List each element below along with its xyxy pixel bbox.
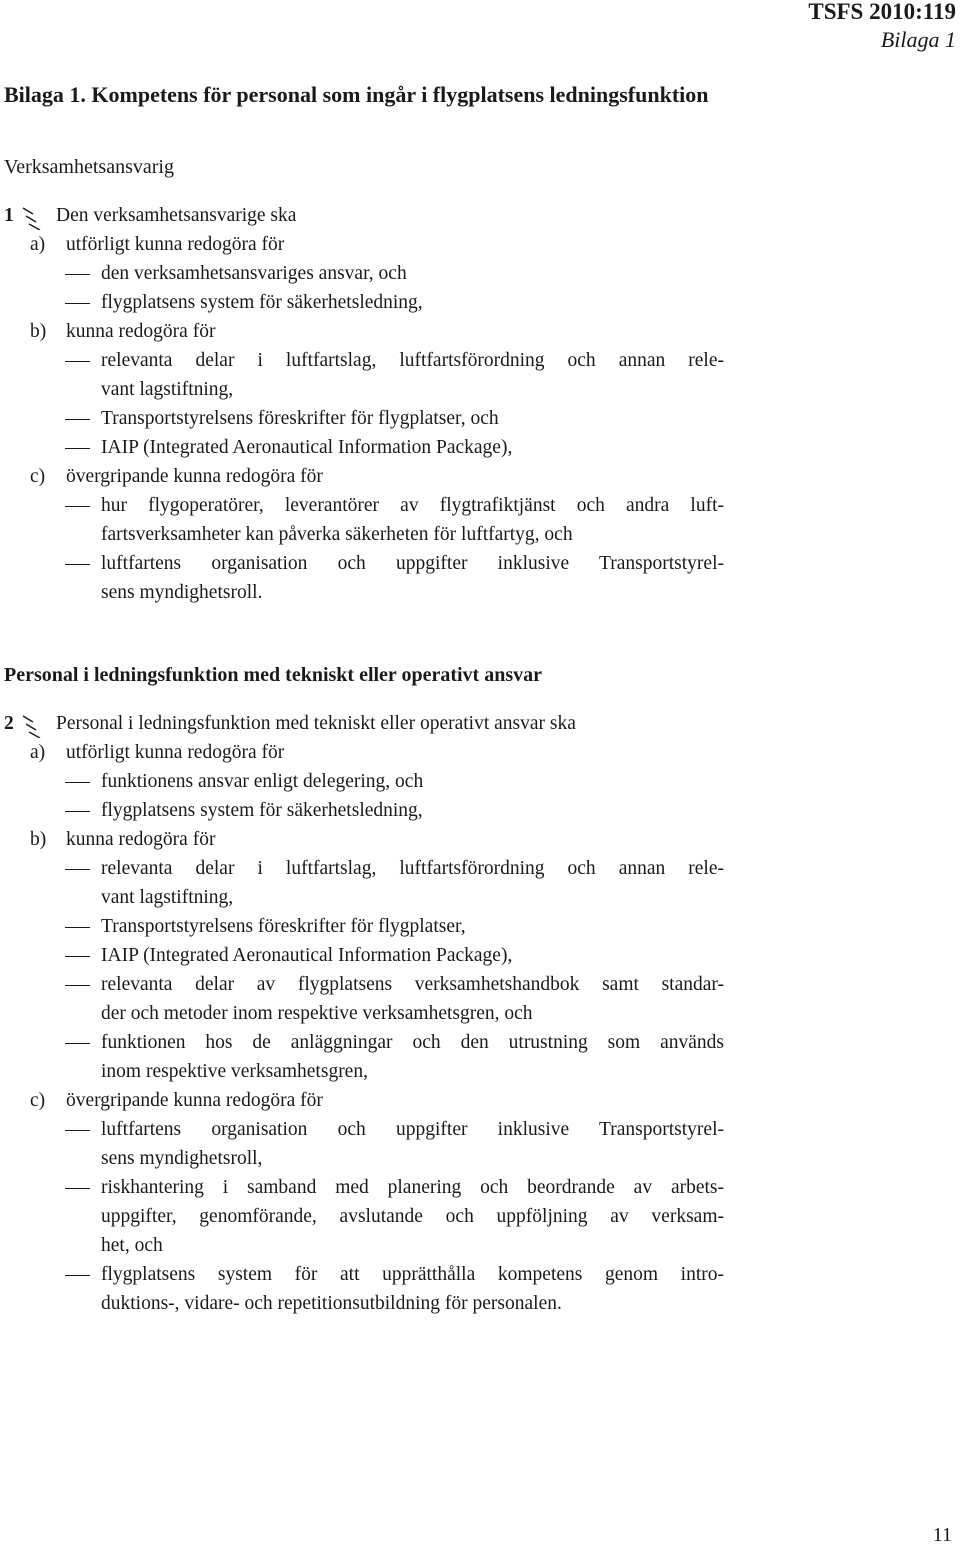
sub-item-text: sens myndighetsroll. <box>101 582 263 603</box>
sub-list-item <box>0 288 960 317</box>
sub-list-item <box>0 1115 960 1144</box>
sub-list-item <box>0 259 960 288</box>
sub-item-text: sens myndighetsroll, <box>101 1148 263 1169</box>
dash-bullet <box>65 1188 90 1189</box>
sub-item-text: vant lagstiftning, <box>101 379 234 400</box>
sub-list-item <box>0 1028 960 1057</box>
dash-bullet <box>65 361 90 362</box>
sub-item-text: het, och <box>101 1235 163 1256</box>
sub-item-text: hur flygoperatörer, leverantörer av flygtrafiktjänst och andra luft- <box>101 495 724 516</box>
sub-item-text: Transportstyrelsens föreskrifter för flygplatser, <box>101 916 466 937</box>
sub-list-item <box>0 549 960 578</box>
item-text: övergripande kunna redogöra för <box>66 466 323 487</box>
section1-body <box>0 201 960 607</box>
sub-item-text: fartsverksamheter kan påverka säkerheten för luftfartyg, och <box>101 524 573 545</box>
dash-bullet <box>65 985 90 986</box>
sub-item-text: uppgifter, genomförande, avslutande och uppföljning av verksam- <box>101 1206 724 1227</box>
dash-bullet <box>65 506 90 507</box>
item-label: a) <box>30 234 46 255</box>
paragraph-intro: Personal i ledningsfunktion med tekniskt eller operativt ansvar ska <box>56 713 576 734</box>
item-label: c) <box>30 466 46 487</box>
sub-item-text: luftfartens organisation och uppgifter inklusive Transportstyrel- <box>101 553 724 574</box>
sub-item-text: riskhantering i samband med planering och beordrande av arbets- <box>101 1177 724 1198</box>
sub-item-continuation <box>0 883 960 912</box>
page-title: Bilaga 1. Kompetens för personal som ingår i flygplatsens ledningsfunktion <box>4 82 709 107</box>
dash-bullet <box>65 1275 90 1276</box>
page-number: 11 <box>932 1524 952 1546</box>
sub-item-text: den verksamhetsansvariges ansvar, och <box>101 263 407 284</box>
item-label: b) <box>30 321 47 342</box>
dash-bullet <box>65 274 90 275</box>
dash-bullet <box>65 811 90 812</box>
sub-item-continuation <box>0 1289 960 1318</box>
section2-body <box>0 709 960 1318</box>
sub-item-continuation <box>0 1057 960 1086</box>
sub-item-continuation <box>0 1202 960 1231</box>
sub-item-text: relevanta delar av flygplatsens verksamhetshandbok samt standar- <box>101 974 724 995</box>
document-code: TSFS 2010:119 <box>808 0 956 24</box>
list-item <box>0 1086 960 1115</box>
dash-bullet <box>65 419 90 420</box>
sub-item-text: vant lagstiftning, <box>101 887 234 908</box>
sub-item-continuation <box>0 1144 960 1173</box>
sub-item-continuation <box>0 375 960 404</box>
sub-item-text: funktionen hos de anläggningar och den utrustning som används <box>101 1032 724 1053</box>
list-item <box>0 230 960 259</box>
dash-bullet <box>65 927 90 928</box>
sub-item-text: relevanta delar i luftfartslag, luftfartsförordning och annan rele- <box>101 858 724 879</box>
item-text: övergripande kunna redogöra för <box>66 1090 323 1111</box>
sub-item-text: IAIP (Integrated Aeronautical Information Package), <box>101 945 513 966</box>
item-text: kunna redogöra för <box>66 829 216 850</box>
sub-item-continuation <box>0 999 960 1028</box>
appendix-label: Bilaga 1 <box>880 27 956 52</box>
dash-bullet <box>65 303 90 304</box>
paragraph-number: 2 <box>4 713 14 734</box>
sub-list-item <box>0 767 960 796</box>
item-label: b) <box>30 829 47 850</box>
sub-item-text: luftfartens organisation och uppgifter inklusive Transportstyrel- <box>101 1119 724 1140</box>
item-label: a) <box>30 742 46 763</box>
sub-item-text: flygplatsens system för säkerhetsledning, <box>101 292 423 313</box>
sub-list-item <box>0 912 960 941</box>
paragraph-intro: Den verksamhetsansvarige ska <box>56 205 297 226</box>
sub-item-text: Transportstyrelsens föreskrifter för flygplatser, och <box>101 408 499 429</box>
item-label: c) <box>30 1090 46 1111</box>
paragraph-line <box>0 201 960 230</box>
dash-bullet <box>65 869 90 870</box>
sub-list-item <box>0 796 960 825</box>
sub-item-continuation <box>0 578 960 607</box>
sub-item-continuation <box>0 1231 960 1260</box>
list-item <box>0 825 960 854</box>
item-text: utförligt kunna redogöra för <box>66 234 285 255</box>
list-item <box>0 317 960 346</box>
sub-item-continuation <box>0 520 960 549</box>
section2-heading: Personal i ledningsfunktion med tekniskt eller operativt ansvar <box>4 664 542 686</box>
sub-list-item <box>0 941 960 970</box>
sub-item-text: flygplatsens system för säkerhetsledning, <box>101 800 423 821</box>
sub-list-item <box>0 854 960 883</box>
sub-list-item <box>0 1260 960 1289</box>
sub-item-text: inom respektive verksamhetsgren, <box>101 1061 368 1082</box>
paragraph-number: 1 <box>4 205 14 226</box>
dash-bullet <box>65 956 90 957</box>
section-sign-icon <box>20 204 44 230</box>
item-text: kunna redogöra för <box>66 321 216 342</box>
list-item <box>0 738 960 767</box>
dash-bullet <box>65 448 90 449</box>
sub-item-text: duktions-, vidare- och repetitionsutbildning för personalen. <box>101 1293 562 1314</box>
item-text: utförligt kunna redogöra för <box>66 742 285 763</box>
sub-item-text: flygplatsens system för att upprätthålla kompetens genom intro- <box>101 1264 724 1285</box>
sub-item-text: relevanta delar i luftfartslag, luftfartsförordning och annan rele- <box>101 350 724 371</box>
dash-bullet <box>65 1130 90 1131</box>
dash-bullet <box>65 564 90 565</box>
sub-item-text: funktionens ansvar enligt delegering, och <box>101 771 424 792</box>
dash-bullet <box>65 782 90 783</box>
sub-list-item <box>0 491 960 520</box>
paragraph-line <box>0 709 960 738</box>
dash-bullet <box>65 1043 90 1044</box>
sub-list-item <box>0 433 960 462</box>
list-item <box>0 462 960 491</box>
sub-list-item <box>0 346 960 375</box>
section-sign-icon <box>20 712 44 738</box>
section1-heading: Verksamhetsansvarig <box>4 156 174 178</box>
sub-list-item <box>0 970 960 999</box>
sub-item-text: der och metoder inom respektive verksamhetsgren, och <box>101 1003 533 1024</box>
sub-item-text: IAIP (Integrated Aeronautical Information Package), <box>101 437 513 458</box>
sub-list-item <box>0 1173 960 1202</box>
sub-list-item <box>0 404 960 433</box>
